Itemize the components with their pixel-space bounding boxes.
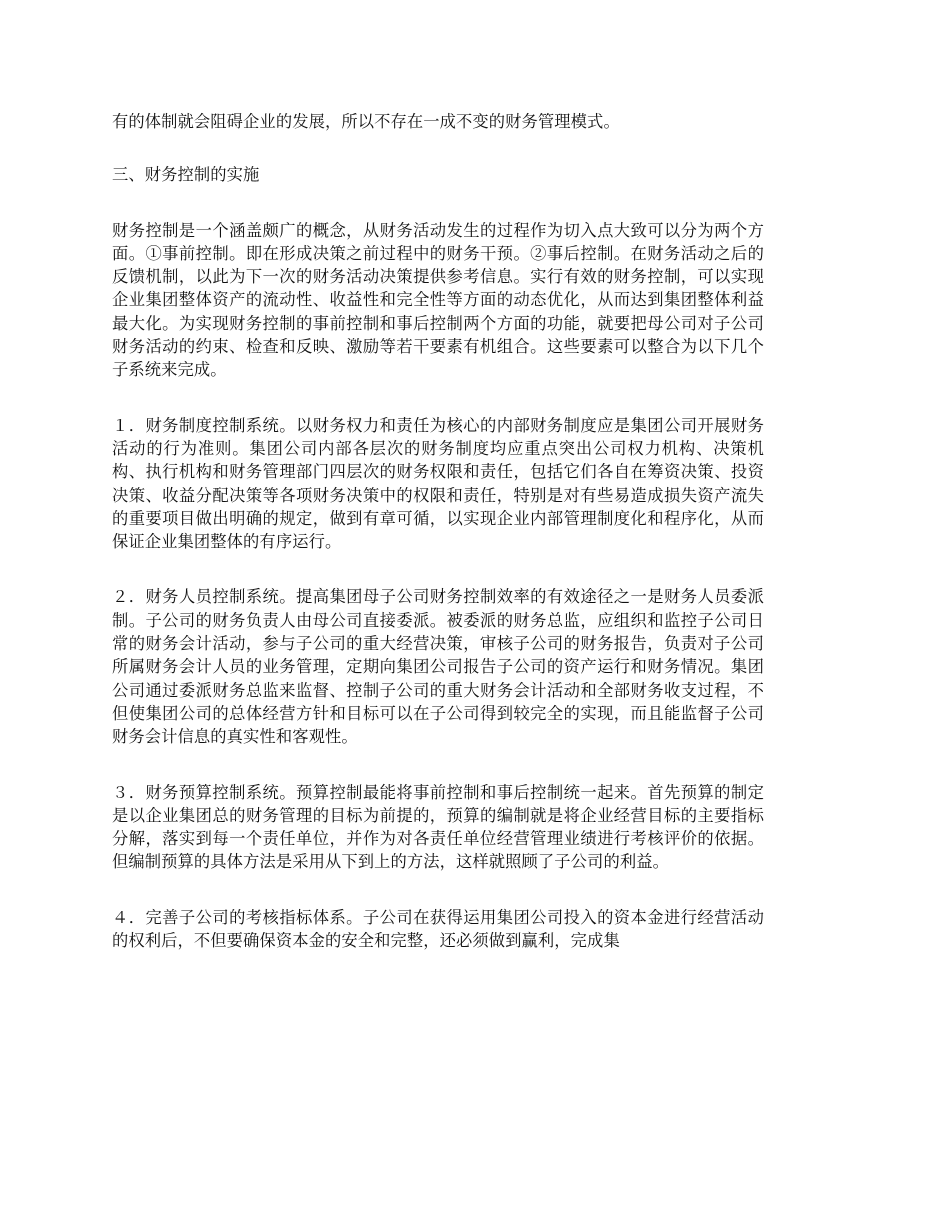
paragraph-item-2: ２．财务人员控制系统。提高集团母子公司财务控制效率的有效途径之一是财务人员委派制。子公司的财务负责人由母公司直接委派。被委派的财务总监，应组织和监控子公司日常的财务会计活动，参与子公司的重大经营决策，审核子公司的财务报告，负责对子公司所属财务会计人员的业务管理，定期向集团公司报告子公司的资产运行和财务情况。集团公司通过委派财务总监来监督、控制子公司的重大财务会计活动和全部财务收支过程，不但使集团公司的总体经营方针和目标可以在子公司得到较完全的实现，而且能监督子公司财务会计信息的真实性和客观性。 bbox=[112, 587, 764, 747]
section-heading: 三、财务控制的实施 bbox=[112, 165, 260, 185]
paragraph-financial-control-overview: 财务控制是一个涵盖颇广的概念，从财务活动发生的过程作为切入点大致可以分为两个方面。①事前控制。即在形成决策之前过程中的财务干预。②事后控制。在财务活动之后的反馈机制，以此为下一次的财务活动决策提供参考信息。实行有效的财务控制，可以实现企业集团整体资产的流动性、收益性和完全性等方面的动态优化，从而达到集团整体利益最大化。为实现财务控制的事前控制和事后控制两个方面的功能，就要把母公司对子公司财务活动的约束、检查和反映、激励等若干要素有机组合。这些要素可以整合为以下几个子系统来完成。 bbox=[112, 220, 764, 380]
paragraph-item-4: ４．完善子公司的考核指标体系。子公司在获得运用集团公司投入的资本金进行经营活动的权利后，不但要确保资本金的安全和完整，还必须做到赢利，完成集 bbox=[112, 907, 764, 951]
paragraph-item-1: １．财务制度控制系统。以财务权力和责任为核心的内部财务制度应是集团公司开展财务活动的行为准则。集团公司内部各层次的财务制度均应重点突出公司权力机构、决策机构、执行机构和财务管理部门四层次的财务权限和责任，包括它们各自在筹资决策、投资决策、收益分配决策等各项财务决策中的权限和责任，特别是对有些易造成损失资产流失的重要项目做出明确的规定，做到有章可循，以实现企业内部管理制度化和程序化，从而保证企业集团整体的有序运行。 bbox=[112, 415, 764, 552]
paragraph-item-3: ３．财务预算控制系统。预算控制最能将事前控制和事后控制统一起来。首先预算的制定是以企业集团总的财务管理的目标为前提的，预算的编制就是将企业经营目标的主要指标分解，落实到每一个责任单位，并作为对各责任单位经营管理业绩进行考核评价的依据。但编制预算的具体方法是采用从下到上的方法，这样就照顾了子公司的利益。 bbox=[112, 782, 764, 872]
paragraph-continuation: 有的体制就会阻碍企业的发展，所以不存在一成不变的财务管理模式。 bbox=[112, 112, 620, 131]
document-body bbox=[112, 110, 764, 952]
